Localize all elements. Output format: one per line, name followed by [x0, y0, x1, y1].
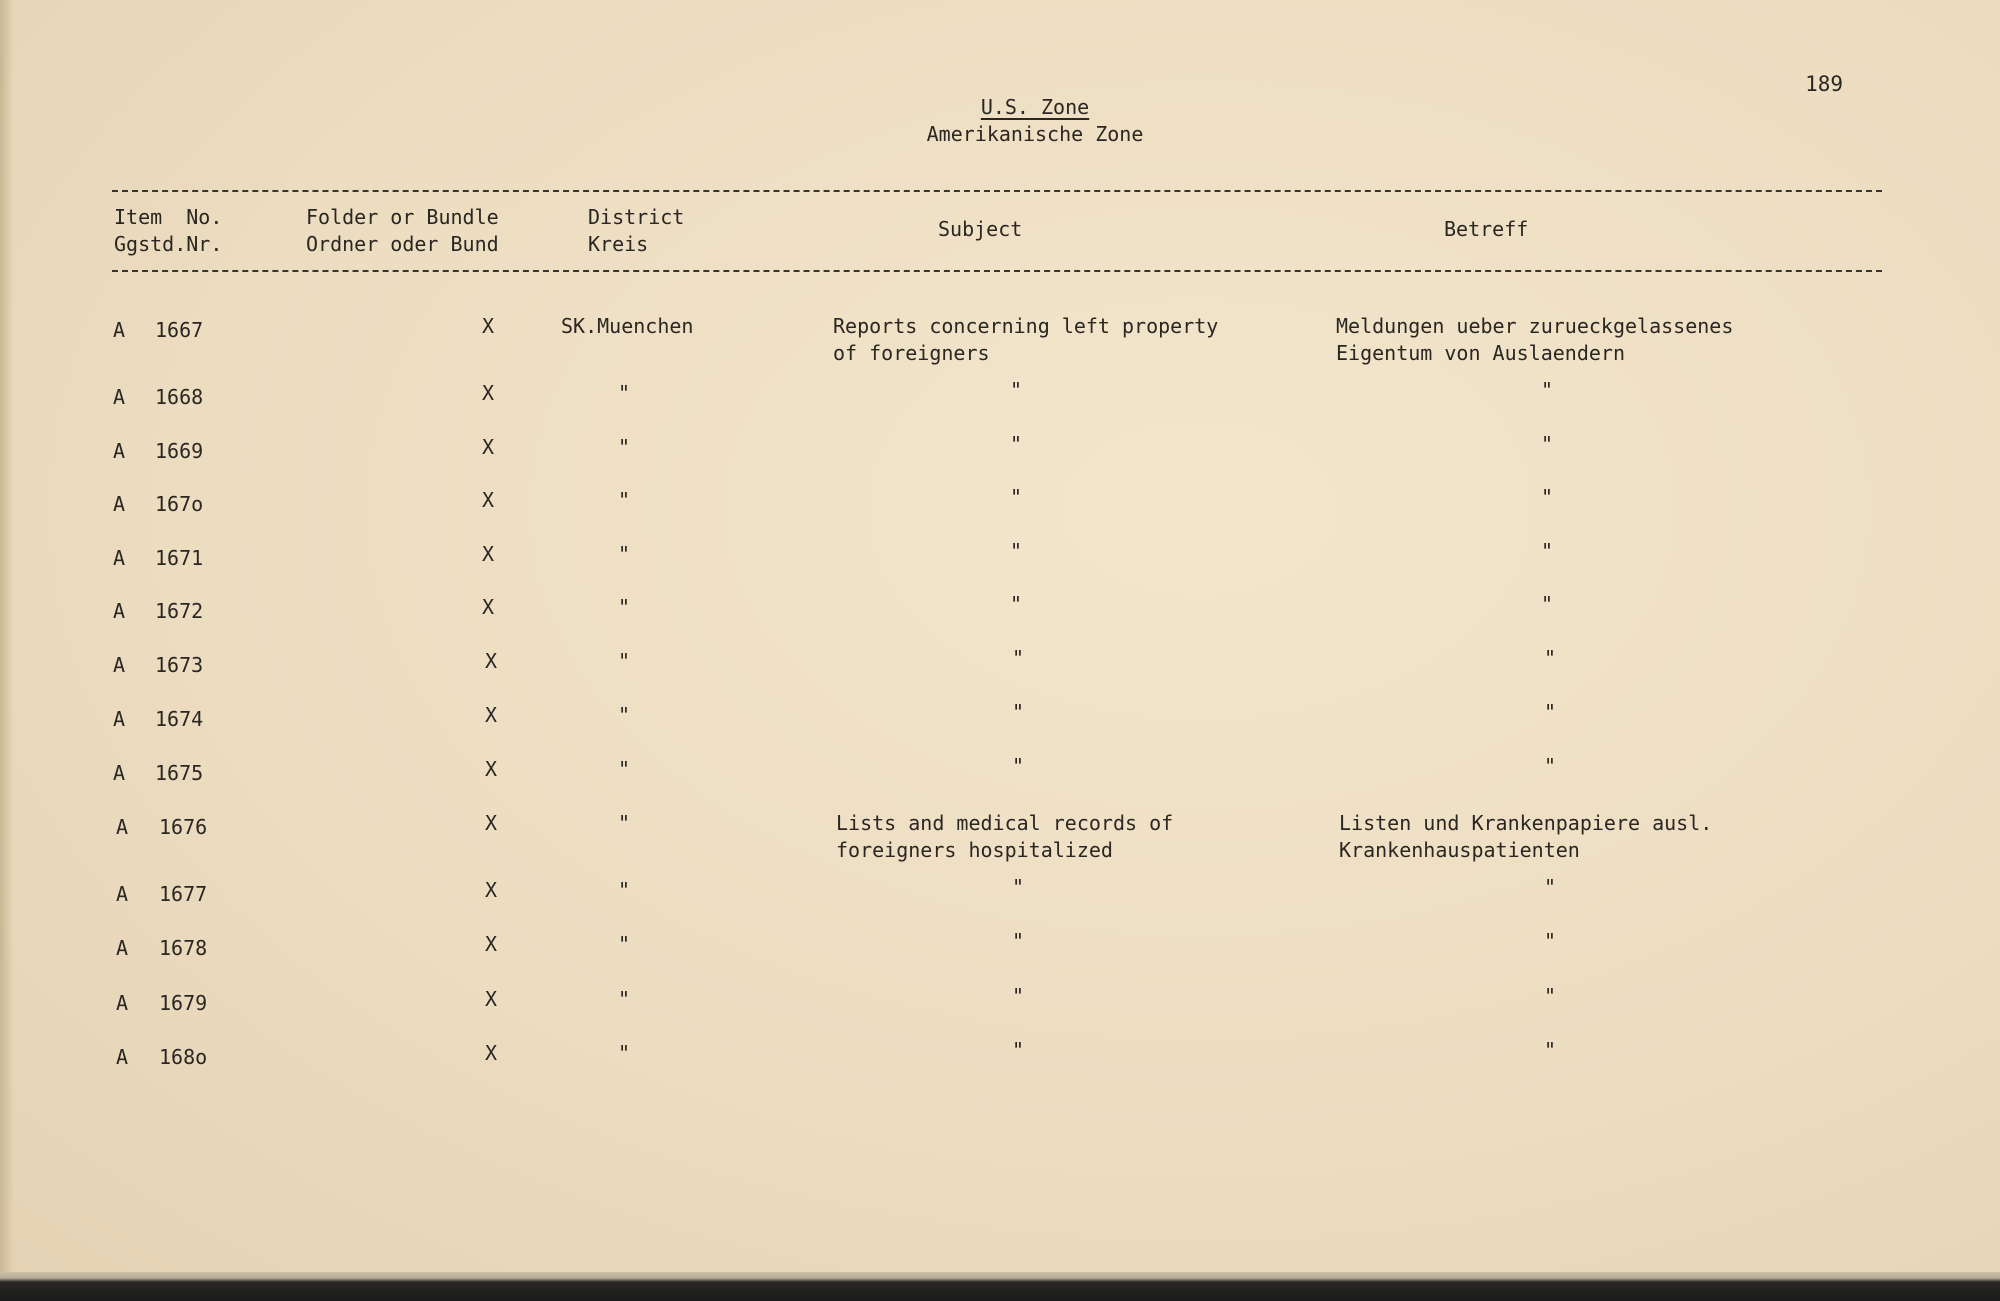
column-header-item-de: Ggstd.Nr.	[114, 232, 223, 256]
district-ditto: "	[617, 987, 631, 1011]
column-header-betreff: Betreff	[1444, 217, 1529, 241]
subject-line: foreigners hospitalized	[836, 838, 1113, 862]
district-ditto: "	[617, 878, 631, 902]
betreff-ditto: "	[1543, 646, 1557, 670]
betreff-line: Meldungen ueber zurueckgelassenes	[1336, 314, 1734, 338]
item-number: 167o	[155, 492, 204, 516]
folder-mark: X	[485, 1041, 498, 1065]
betreff-ditto: "	[1543, 700, 1557, 724]
item-number: 1674	[155, 707, 204, 731]
betreff-line: Krankenhauspatienten	[1339, 838, 1580, 862]
item-prefix: A	[116, 936, 129, 960]
subject-ditto: "	[1011, 700, 1025, 724]
folder-mark: X	[482, 542, 495, 566]
betreff-ditto: "	[1543, 984, 1557, 1008]
folder-mark: X	[485, 987, 498, 1011]
folder-mark: X	[485, 878, 498, 902]
item-prefix: A	[113, 599, 126, 623]
item-prefix: A	[113, 318, 126, 342]
page-subtitle: Amerikanische Zone	[926, 122, 1144, 146]
folder-mark: X	[482, 595, 495, 619]
item-number: 1669	[155, 439, 204, 463]
betreff-line: Eigentum von Auslaendern	[1336, 341, 1625, 365]
header-bottom-rule	[112, 270, 1882, 272]
subject-line: Lists and medical records of	[836, 811, 1174, 835]
subject-ditto: "	[1011, 875, 1025, 899]
folder-mark: X	[485, 649, 498, 673]
district-ditto: "	[617, 703, 631, 727]
betreff-ditto: "	[1540, 432, 1554, 456]
subject-ditto: "	[1011, 929, 1025, 953]
betreff-line: Listen und Krankenpapiere ausl.	[1339, 811, 1713, 835]
item-prefix: A	[113, 653, 126, 677]
item-number: 1668	[155, 385, 204, 409]
subject-ditto: "	[1009, 378, 1023, 402]
page-number: 189	[1805, 72, 1843, 96]
folder-mark: X	[485, 757, 498, 781]
column-header-item-en: Item No.	[114, 205, 223, 229]
district-ditto: "	[617, 649, 631, 673]
item-number: 1678	[159, 936, 208, 960]
column-header-district-de: Kreis	[588, 232, 649, 256]
district-ditto: "	[617, 488, 631, 512]
column-header-folder-en: Folder or Bundle	[306, 205, 499, 229]
column-header-district-en: District	[588, 205, 685, 229]
item-prefix: A	[113, 707, 126, 731]
item-prefix: A	[116, 1045, 129, 1069]
folder-mark: X	[482, 435, 495, 459]
folder-mark: X	[485, 932, 498, 956]
page-title	[0, 95, 2000, 119]
folder-mark: X	[482, 381, 495, 405]
page-gutter-shadow	[0, 0, 14, 1272]
item-number: 1673	[155, 653, 204, 677]
subject-ditto: "	[1011, 754, 1025, 778]
column-header-subject: Subject	[938, 217, 1023, 241]
item-prefix: A	[116, 882, 129, 906]
betreff-ditto: "	[1540, 378, 1554, 402]
district-ditto: "	[617, 1041, 631, 1065]
item-number: 168o	[159, 1045, 208, 1069]
item-prefix: A	[113, 546, 126, 570]
folder-mark: X	[485, 811, 498, 835]
page-bottom-edge	[0, 1272, 2000, 1301]
item-number: 1671	[155, 546, 204, 570]
item-number: 1677	[159, 882, 208, 906]
item-number: 1672	[155, 599, 204, 623]
district-ditto: "	[617, 542, 631, 566]
header-top-rule	[112, 190, 1882, 192]
betreff-ditto: "	[1540, 485, 1554, 509]
subject-line: of foreigners	[833, 341, 990, 365]
district-ditto: "	[617, 811, 631, 835]
item-prefix: A	[116, 815, 129, 839]
folder-mark: X	[485, 703, 498, 727]
subject-ditto: "	[1011, 646, 1025, 670]
betreff-ditto: "	[1543, 754, 1557, 778]
betreff-ditto: "	[1543, 1038, 1557, 1062]
betreff-ditto: "	[1543, 875, 1557, 899]
item-number: 1675	[155, 761, 204, 785]
betreff-ditto: "	[1540, 592, 1554, 616]
page-title-text: U.S. Zone	[980, 95, 1090, 119]
item-prefix: A	[113, 492, 126, 516]
betreff-ditto: "	[1540, 539, 1554, 563]
item-prefix: A	[116, 991, 129, 1015]
item-number: 1676	[159, 815, 208, 839]
folder-mark: X	[482, 314, 495, 338]
item-prefix: A	[113, 439, 126, 463]
district-ditto: "	[617, 595, 631, 619]
item-number: 1679	[159, 991, 208, 1015]
betreff-ditto: "	[1543, 929, 1557, 953]
item-prefix: A	[113, 385, 126, 409]
column-header-folder-de: Ordner oder Bund	[306, 232, 499, 256]
item-prefix: A	[113, 761, 126, 785]
subject-ditto: "	[1009, 539, 1023, 563]
subject-ditto: "	[1011, 1038, 1025, 1062]
subject-line: Reports concerning left property	[833, 314, 1219, 338]
district-ditto: "	[617, 757, 631, 781]
subject-ditto: "	[1009, 592, 1023, 616]
district-ditto: "	[617, 381, 631, 405]
subject-ditto: "	[1009, 432, 1023, 456]
district-value: SK.Muenchen	[561, 314, 694, 338]
subject-ditto: "	[1011, 984, 1025, 1008]
item-number: 1667	[155, 318, 204, 342]
district-ditto: "	[617, 932, 631, 956]
subject-ditto: "	[1009, 485, 1023, 509]
district-ditto: "	[617, 435, 631, 459]
folder-mark: X	[482, 488, 495, 512]
